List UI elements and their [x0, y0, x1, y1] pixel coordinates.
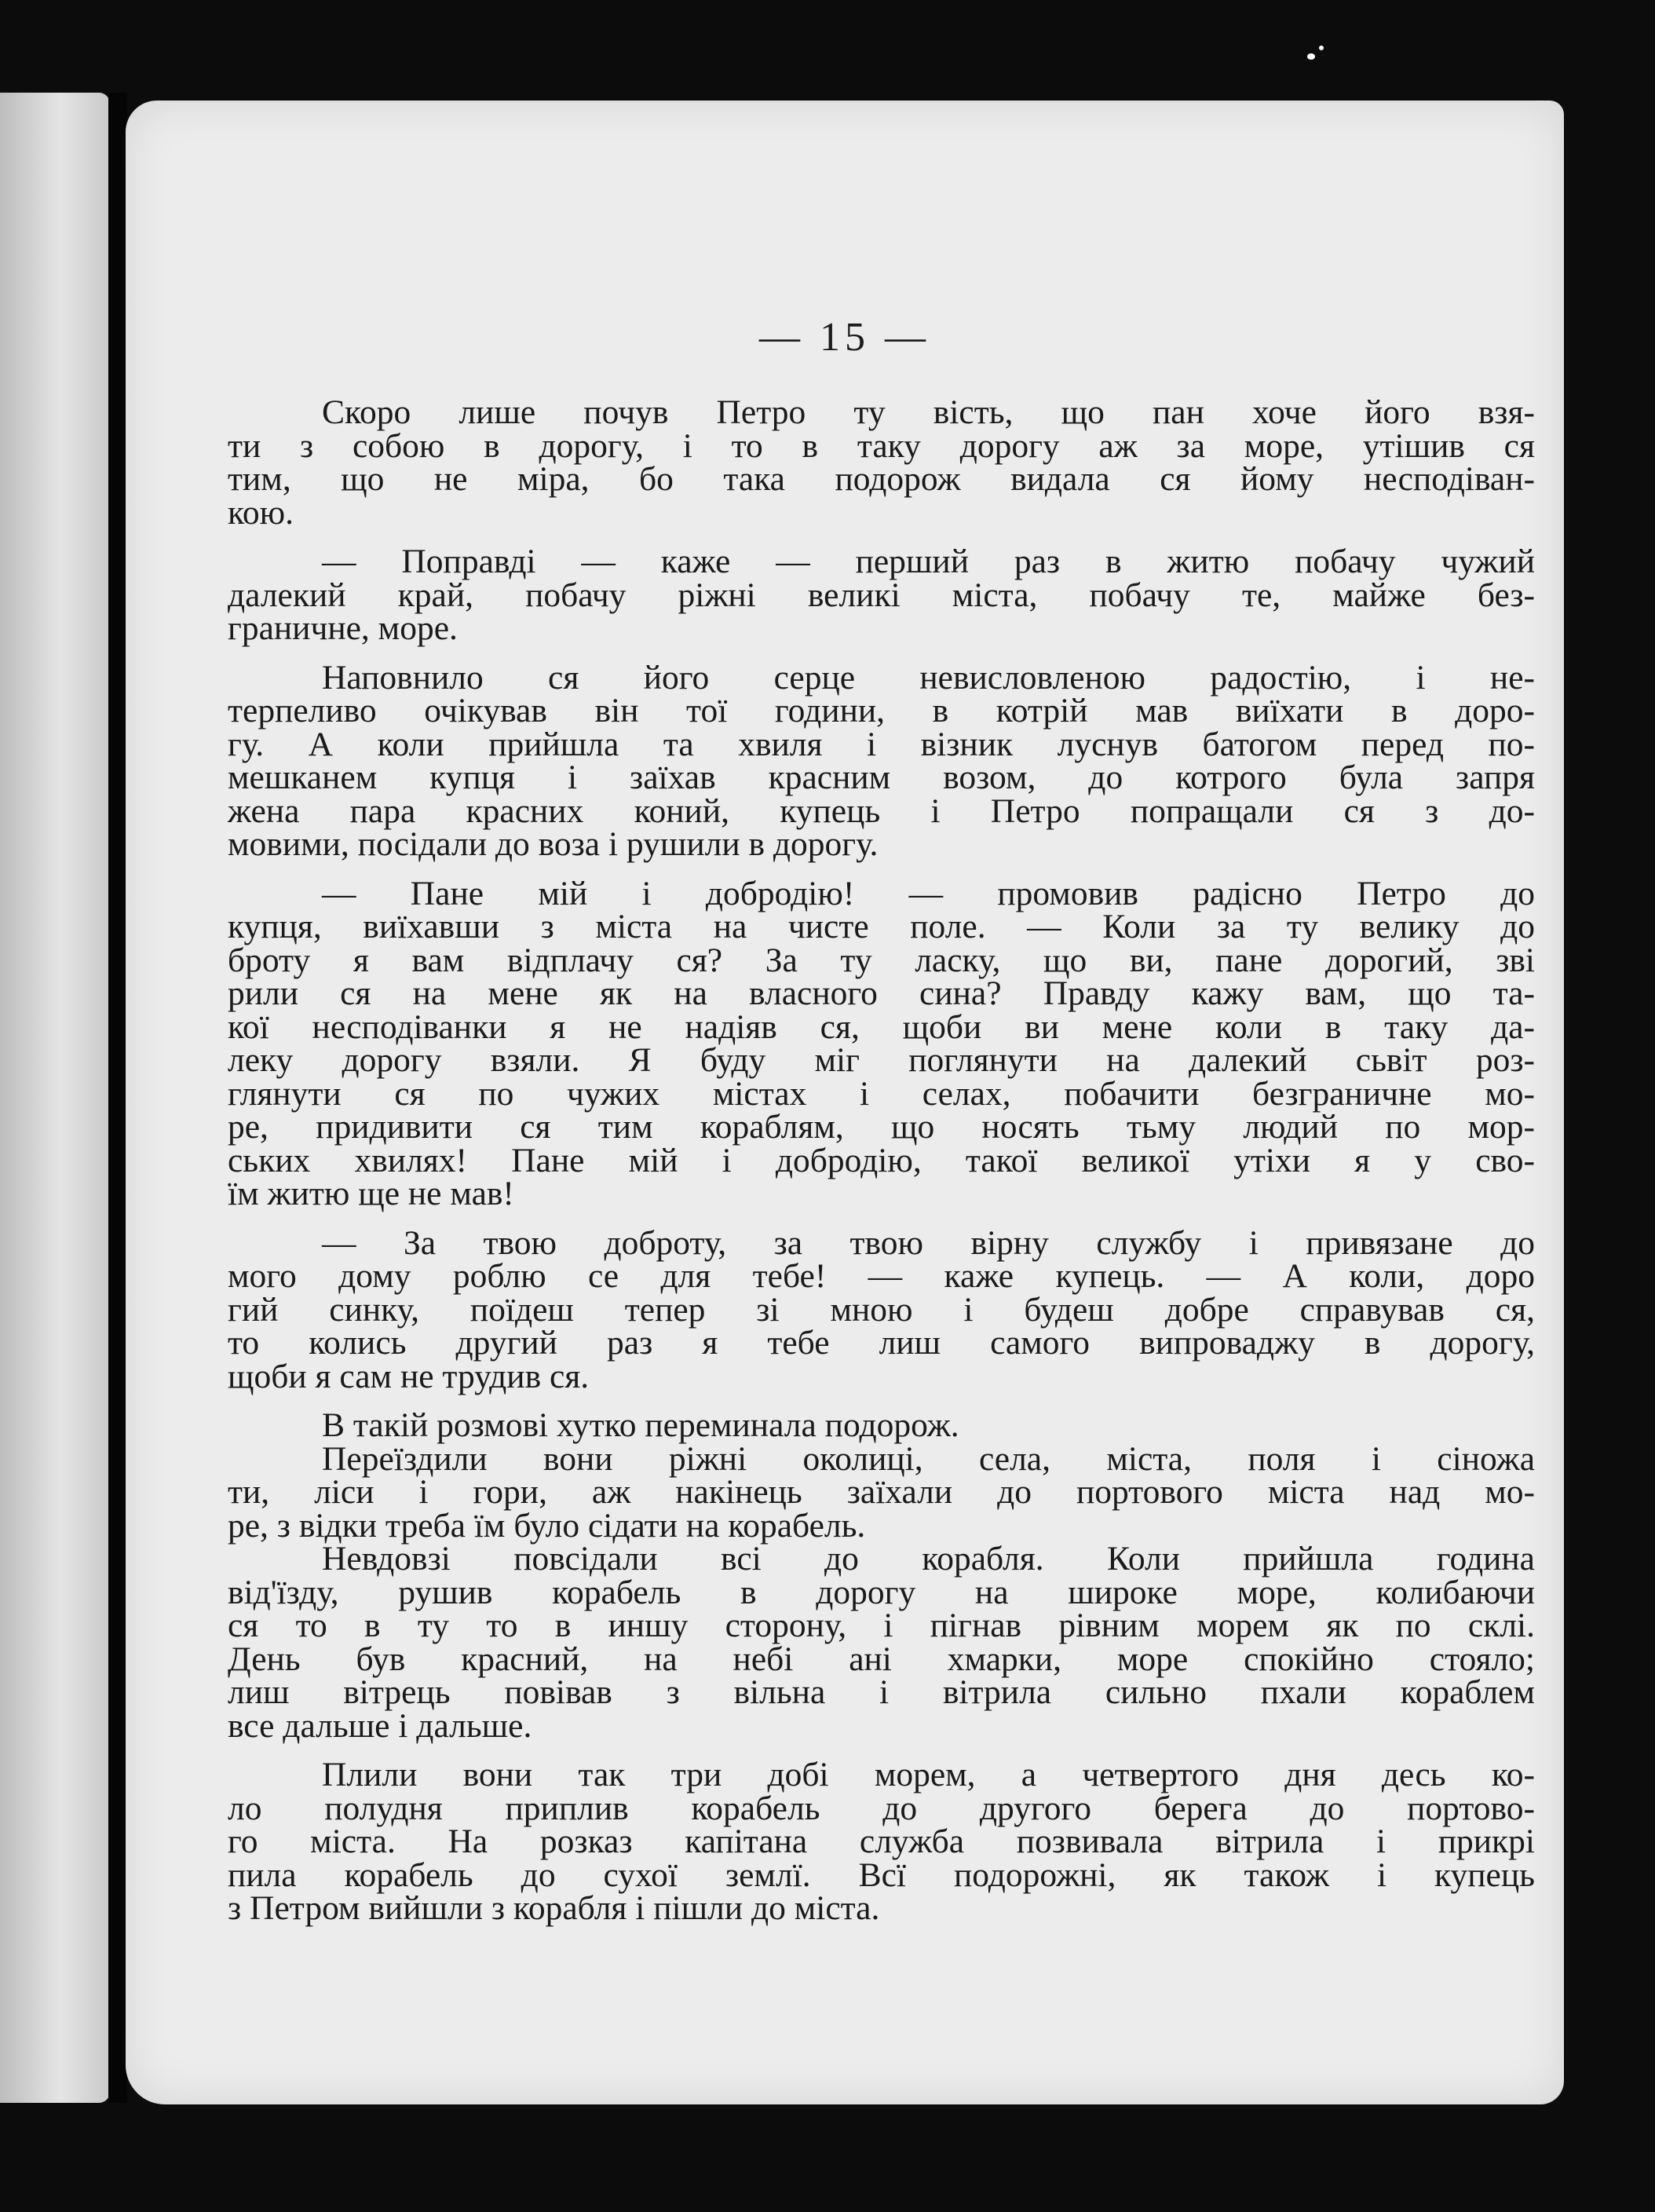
text-line: граничне, море.: [228, 609, 458, 647]
paragraph: [228, 393, 1535, 532]
text-line: Наповнило ся його серце невисловленою радостію, і не-: [322, 658, 1535, 697]
text-line: жена пара красних коний, купець і Петро попращали ся з до-: [228, 792, 1535, 830]
text-line: мого дому роблю се для тебе! — каже купець. — А коли, доро: [228, 1257, 1535, 1295]
text-line: все дальше і дальше.: [228, 1706, 532, 1745]
paragraph: [228, 545, 1535, 645]
text-line: від'їзду, рушив корабель в дорогу на широке море, колибаючи: [228, 1573, 1535, 1611]
previous-page-edge: [0, 93, 110, 2103]
text-line: го міста. На розказ капітана служба позвивала вітрила і прикрі: [228, 1823, 1535, 1860]
book-gutter: [108, 93, 127, 2103]
text-line: купця, виїхавши з міста на чисте поле. — Коли за ту велику до: [228, 908, 1535, 945]
paragraph: [228, 1540, 1535, 1745]
paragraph: [228, 1223, 1535, 1395]
text-line: ся то в ту то в иншу сторону, і пігнав рівним морем як по склі.: [228, 1607, 1535, 1644]
text-line: гий синку, поїдеш тепер зі мною і будеш добре справував ся,: [228, 1290, 1535, 1329]
book-page: [126, 101, 1564, 2104]
text-line: ських хвилях! Пане мій і добродію, такої великої утіхи я у сво-: [228, 1141, 1535, 1179]
text-line: — За твою доброту, за твою вірну службу і привязане до: [322, 1223, 1535, 1262]
text-line: День був красний, на небі ані хмарки, море спокійно стояло;: [228, 1640, 1535, 1678]
text-line: мешканем купця і заїхав красним возом, до котрого була запря: [228, 759, 1535, 796]
text-line: кої несподіванки я не надіяв ся, щоби ви мене коли в таку да-: [228, 1007, 1535, 1046]
paragraph: [228, 658, 1535, 863]
text-line: то колись другий раз я тебе лиш самого випроваджу в дорогу,: [228, 1324, 1535, 1362]
text-line: Плили вони так три добі морем, а четвертого дня десь ко-: [322, 1756, 1535, 1793]
text-line: — Пане мій і добродію! — промовив радісно Петро до: [322, 874, 1535, 912]
text-line: — Поправді — каже — перший раз в житю побачу чужий: [322, 543, 1535, 580]
scan-speck: [1307, 53, 1315, 60]
text-line: тим, що не міра, бо така подорож видала ся йому несподіван-: [228, 460, 1535, 498]
scan-speck: [1319, 46, 1324, 50]
text-line: ти, ліси і гори, аж накінець заїхали до портового міста над мо-: [228, 1473, 1535, 1511]
body-text: [228, 393, 1535, 1927]
paragraph: [228, 1406, 1535, 1444]
paragraph: [228, 874, 1535, 1212]
text-line: глянути ся по чужих містах і селах, побачити безграничне мо-: [228, 1074, 1535, 1113]
text-line: з Петром вийшли з корабля і пішли до міста.: [228, 1889, 880, 1927]
text-line: щоби я сам не трудив ся.: [228, 1357, 590, 1395]
text-line: Скоро лише почув Петро ту вість, що пан хоче його взя-: [322, 393, 1535, 431]
text-line: далекий край, побачу ріжні великі міста, побачу те, майже без-: [228, 576, 1535, 614]
text-line: рили ся на мене як на власного сина? Правду кажу вам, що та-: [228, 974, 1535, 1012]
page-number: — 15 —: [759, 315, 930, 360]
text-line: лиш вітрець повівав з вільна і вітрила сильно пхали кораблем: [228, 1673, 1535, 1711]
text-line: ре, придивити ся тим кораблям, що носять тьму людий по мор-: [228, 1108, 1535, 1146]
text-line: мовими, посідали до воза і рушили в дорогу.: [228, 825, 879, 863]
paragraph: [228, 1758, 1535, 1925]
text-line: В такій розмові хутко переминала подорож.: [322, 1406, 959, 1444]
text-line: кою.: [228, 493, 294, 532]
text-line: леку дорогу взяли. Я буду міг поглянути на далекий сьвіт роз-: [228, 1041, 1535, 1079]
text-line: ре, з відки треба їм було сідати на корабель.: [228, 1506, 866, 1545]
text-line: гу. А коли прийшла та хвиля і візник луснув батогом перед по-: [228, 725, 1535, 763]
text-line: ло полудня приплив корабель до другого берега до портово-: [228, 1789, 1535, 1827]
text-line: броту я вам відплачу ся? За ту ласку, що ви, пане дорогий, зві: [228, 941, 1535, 979]
text-line: Переїздили вони ріжні околиці, села, міста, поля і сіножа: [322, 1439, 1535, 1478]
text-line: ти з собою в дорогу, і то в таку дорогу аж за море, утішив ся: [228, 426, 1535, 465]
text-line: терпеливо очікував він тої години, в котрій мав виїхати в доро-: [228, 692, 1535, 729]
text-line: пила корабель до сухої землї. Всї подорожні, як також і купець: [228, 1856, 1535, 1894]
text-line: їм житю ще не мав!: [228, 1175, 514, 1212]
text-line: Невдовзі повсідали всі до корабля. Коли прийшла година: [322, 1540, 1535, 1578]
paragraph: [228, 1439, 1535, 1545]
